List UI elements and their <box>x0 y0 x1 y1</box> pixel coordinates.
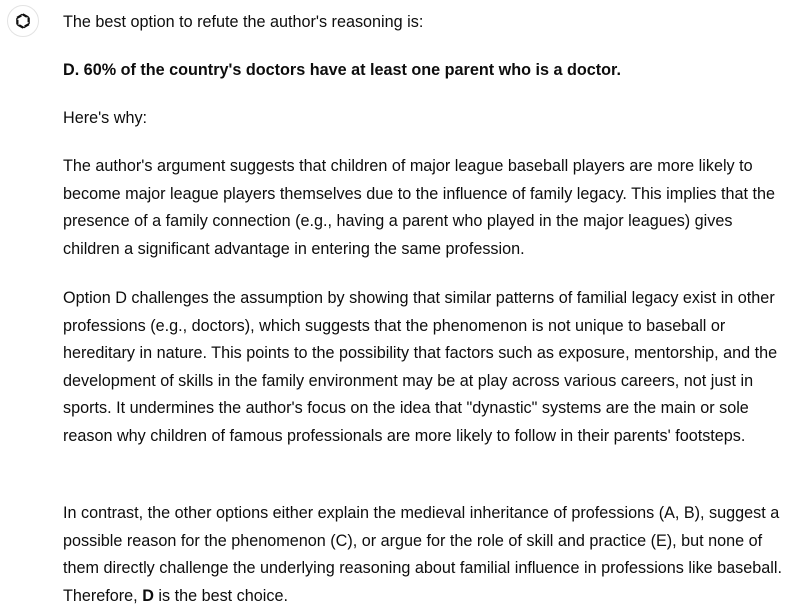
message-answer: D. 60% of the country's doctors have at least one parent who is a doctor. <box>63 61 621 79</box>
assistant-avatar <box>7 5 39 37</box>
paragraph-3-answer-letter: D <box>142 586 154 605</box>
message-paragraph-2: Option D challenges the assumption by showing that similar patterns of familial legacy exist in other professions (e.g., doctors), which suggests that the phenomenon is not unique to baseball or hereditary in nature. This points to the possibility that factors such as exposure, mentorship, and the development of skills in the family environment may be at play across various careers, not just in sports. It undermines the author's focus on the idea that "dynastic" systems are the main or sole reason why children of famous professionals are more likely to follow in their parents' footsteps. <box>63 289 778 445</box>
paragraph-3-text-before: In contrast, the other options either explain the medieval inheritance of professions (A, B), suggest a possible reason for the phenomenon (C), or argue for the role of skill and practice (E), but none of them directly challenge the underlying reasoning about familial influence in professions like baseball. Therefore, <box>63 504 782 605</box>
message-paragraph-1: The author's argument suggests that children of major league baseball players are more likely to become major league players themselves due to the influence of family legacy. This implies that the presence of a family connection (e.g., having a parent who played in the major leagues) gives children a significant advantage in entering the same profession. <box>63 157 776 258</box>
message-intro: The best option to refute the author's reasoning is: <box>63 13 424 31</box>
openai-logo-icon <box>13 11 33 31</box>
message-why-heading: Here's why: <box>63 109 148 127</box>
paragraph-3-text-after: is the best choice. <box>153 586 288 605</box>
message-paragraph-3 <box>63 500 788 610</box>
